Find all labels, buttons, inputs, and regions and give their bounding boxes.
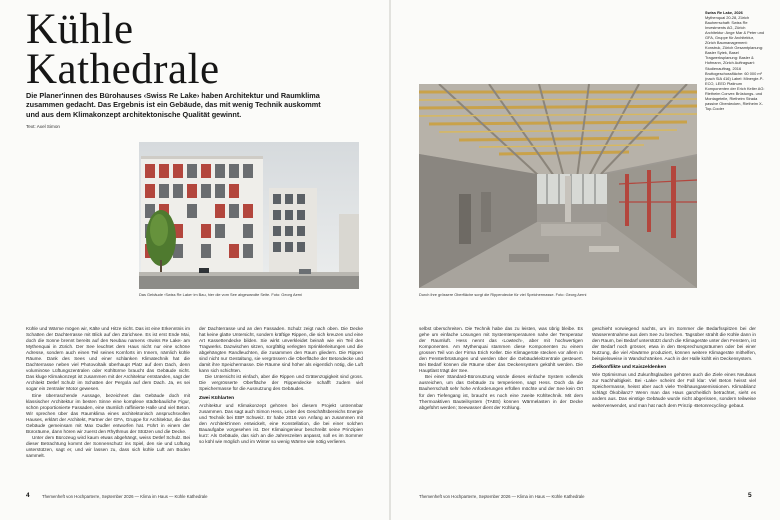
folio-left: Themenheft von Hochparterre, September 2026 — Klima im Haus — Kühle Kathedrale [42,494,208,499]
page-number-right: 5 [748,492,752,499]
paragraph: Die Untersicht ist einfach, aber die Rippen und Grätenzügigkeit sind gross. Die vergrösserte Oberfläche der Rippendecke schafft zudem viel Speichermasse für die Ausnutzung des Gebäudes. [199,374,363,392]
paragraph: Unter dem Bürozeug wird kaum etwas abgehängt, weiss Detlef Schulz. Bei dieser Betrachtung kommt der Sonnenschutz ins Spiel, den sie und Lüftung unterstützen, sagt er, und wir lassen zu, dass sich kühle Luft am Boden sammelt. [26,434,190,458]
author-credit: Text: Axel Simon [26,124,60,129]
section-heading: Zwei Kühlarten [199,395,235,401]
body-column-4 [592,326,756,488]
article-lead: Die Planer'innen des Bürohauses ‹Swiss Re Lake› haben Architektur und Raumklima zusammen gedacht. Das Ergebnis ist ein Gebäude, das mit wenig Technik auskommt und aus dem Klimakonzept architektonische Qualität gewinnt. [26,91,321,119]
paragraph: selbst überschreiten. Die Technik habe das zu leisten, was übrig bleibe. Es gehe um einfache Lösungen mit Systemtemperaturen nahe der Temperatur der Raumluft. Hess nennt das ‹Lowtech›, aber mit hochwertigen Komponenten. Am Mythenquai stammen diese Komponenten zu einem grossen Teil von der Firma Erich Keller. Die Klimagerüte stecken vor allem in den Fensterbrüstungen und werden über die Gebäudeleitzentrale gesteuert. Bei Bedarf können die Räume über das Deckensystem gekühlt werden. Die Hauptlast trägt der See. [419,326,583,374]
sidebar-body: Mythenquai 20-28, Zürich Bauherrschaft: Swiss Re Investments AG, Zürich Architektur: Ange Mar & Peter und GFA, Gruppe für Architektur, Zürich Baumanagement: Konstruk, Zürich Gesamtplanung: Basler Sytek, Basel Tragwerksplanung: Basler & Hofmann, Zürich Auftragsart: Studienauftrag, 2016 Bruttogeschossfläche: 60 000 m² (nach SIA 416) Label: Minergie-P-ECO, LEED Platinum Komponenten der Erich Keller AG: Rietheim Convex Brüstungs- und Montageteile, Rietheim Strada passive Oberdecken, Rietheim X-Top-Cooler [705,15,765,111]
body-column-3 [419,326,583,488]
building-exterior-photo [139,142,359,289]
paragraph: geschieht vorwiegend nachts, um im Sommer die Bedarfsspitzen bei der Wasserentnahme aus dem See zu brechen. Tagsüber strahlt die Kühle dann in den Raum, bei Bedarf unterstützt durch die Klimageräte unter den Fenstern, ist der Bedarf noch grösser, etwa in den Besprechungsräumen oder bei einer Nutzung, die viel Abwärme produziert, können weitere Klimageräte mithelfen, beispielsweise in Wandschränken. Auch in der Halle kühlt ein Deckensystem. [592,326,756,362]
ribbed-ceiling-illustration [419,84,697,288]
title-line-1: Kühle [26,6,134,53]
section-heading: Zielkonflikte und Kaiszeldenken [592,365,667,371]
paragraph: Wie Optimismus und Zukunftsglauben gehören auch die Ziele eines Neubaus zur Nachhaltigkeit. Bei ‹Lake› scheint der Fall klar: Viel Beton heisst viel Speichermasse, heisst aber auch viele Treibhausgasemissionen. Klimabilanz schlägt Ökobilanz? Wenn man das Haus ganzheitlich betrachtet, sieht es anders aus. Das einstige Gebäude wurde nicht abgerissen, sondern teilweise weiterverwendet, und man hat nach dem Prinzip ‹Betonrecycling› gebaut. [592,372,756,408]
photo1-caption: Das Gebäude ‹Swiss Re Lake› im Bau, hier die vom See abgewandte Seite. Foto: Georg Aerni [139,292,303,297]
project-info-sidebar [705,10,765,111]
sidebar-title: Swiss Re Lake, 2026 [705,10,743,15]
body-column-2 [199,326,363,488]
paragraph: Kühle und Wärme mögen wir, Kälte und Hitze nicht. Das ist eine Erkenntnis im Schatten der Dachterrasse mit Blick auf den Zürichsee. Es ist erst Ende Mai, doch die Sonne brennt bereits auf den Neubau namens ‹Swiss Re Lake› am Mythenquai in Zürich. Der See leuchtet dem Haus nicht nur eine schöne Adresse, sondern auch einen Teil seines Komforts im Innern, nämlich kühle Räume. Dank des Sees und einer schlanken Klimatechnik hat die Dachterrasse neben viel Photovoltaik überhaupt Platz auf dem Dach, denn voluminöse Lüftungszentralen oder Kühltürme braucht das Gebäude nicht. Das kluge Klimakonzept ist zusammen mit der Architektur entstanden, sagt der Architekt Detlef Schulz im Schatten der Pergola auf dem Dach. Ja, es sei sogar ein zentraler Motor gewesen. [26,326,190,392]
paragraph: Architektur und Klimakonzept gehören bei diesem Projekt untrennbar zusammen. Das sagt auch Simon Hess, Leiter des Geschäftsbereichs Energie und Technik bei EBP Schweiz. Er habe 2016 von Anfang an zusammen mit den Architekt'innen entwickelt, eine Konstellation, die bei einer solchen Bauaufgabe vorgesehen ist. Der Klimaingenieur beschreibt seine Prinzipien kurz: Als Gebäude, das sich an die Jahreszeiten anpasst, soll es im Sommer so kühl wie möglich und im Winter so wenig Wärme wie nötig verlieren. [199,402,363,444]
left-page [0,0,389,520]
photo2-caption: Durch ihre grössere Oberfläche sorgt die Rippendecke für viel Speichermasse. Foto: Georg Aerni [419,292,587,297]
paragraph: der Dachterrasse und an den Fassaden. Schulz zeigt nach oben. Die Decke hat keine glatte Untersicht, sondern kräftige Rippen, die sich kreuzen und eine Art Kassettendecke bilden. Sie wirkt unverkleidet beinah wie ein Teil des Tragwerks. Dazwischen sitzen, sorgfältig verlegten Sprinklerleitungen und die abgehängten Randleuchten, die zusammen den Raum gliedern. Die Rippen sind nicht nur Gestaltung, sie vergrössern die Oberfläche der Betondecke und damit ihre Speichermasse. Die Räume sind höher als eigentlich nötig, die Luft kann sich schichten. [199,326,363,374]
building-exterior-illustration [139,142,359,289]
body-column-1 [26,326,190,488]
title-line-2: Kathedrale [26,46,220,93]
paragraph: Bei einer Standard-Büronutzung würde dieses einfache System vollends ausreichen, um das Gebäude zu temperieren, sagt Hess. Doch da die Bauherrschaft sehr hohe Anforderungen erfüllen möchte und der See kein Ort für den Tiefengang ist, braucht es noch eine zweite Kühltechnik. Mit dem Thermoaktiven Bauteilsystem (TABS) können Wärmelasten in der Decke abgeführt werden; Seewasser dient der Kühlung. [419,374,583,410]
ribbed-ceiling-photo [419,84,697,288]
page-number-left: 4 [26,492,30,499]
article-title [26,6,220,93]
folio-right: Themenheft von Hochparterre, September 2026 — Klima im Haus — Kühle Kathedrale [419,494,585,499]
paragraph: Eine überraschende Aussage, bezeichnet das Gebäude doch mit klassischer Architektur im besten Sinne eine komplexe städtebauliche Figur, schön proportionierte Fassaden, eine räumlich raffinierte Halle und viel Beton. Wir sprechen über das Raumklima eines architektonisch anspruchsvollen Hauses, erklärt der Architekt, Partner der GFA, Gruppe für Architektur, die das Gebäude gemeinsam mit Max Dudler entworfen hat. Führt in einem der Büroräume, dann hören wir zuerst den Rhythmus der Stützen und die Decke. [26,392,190,434]
